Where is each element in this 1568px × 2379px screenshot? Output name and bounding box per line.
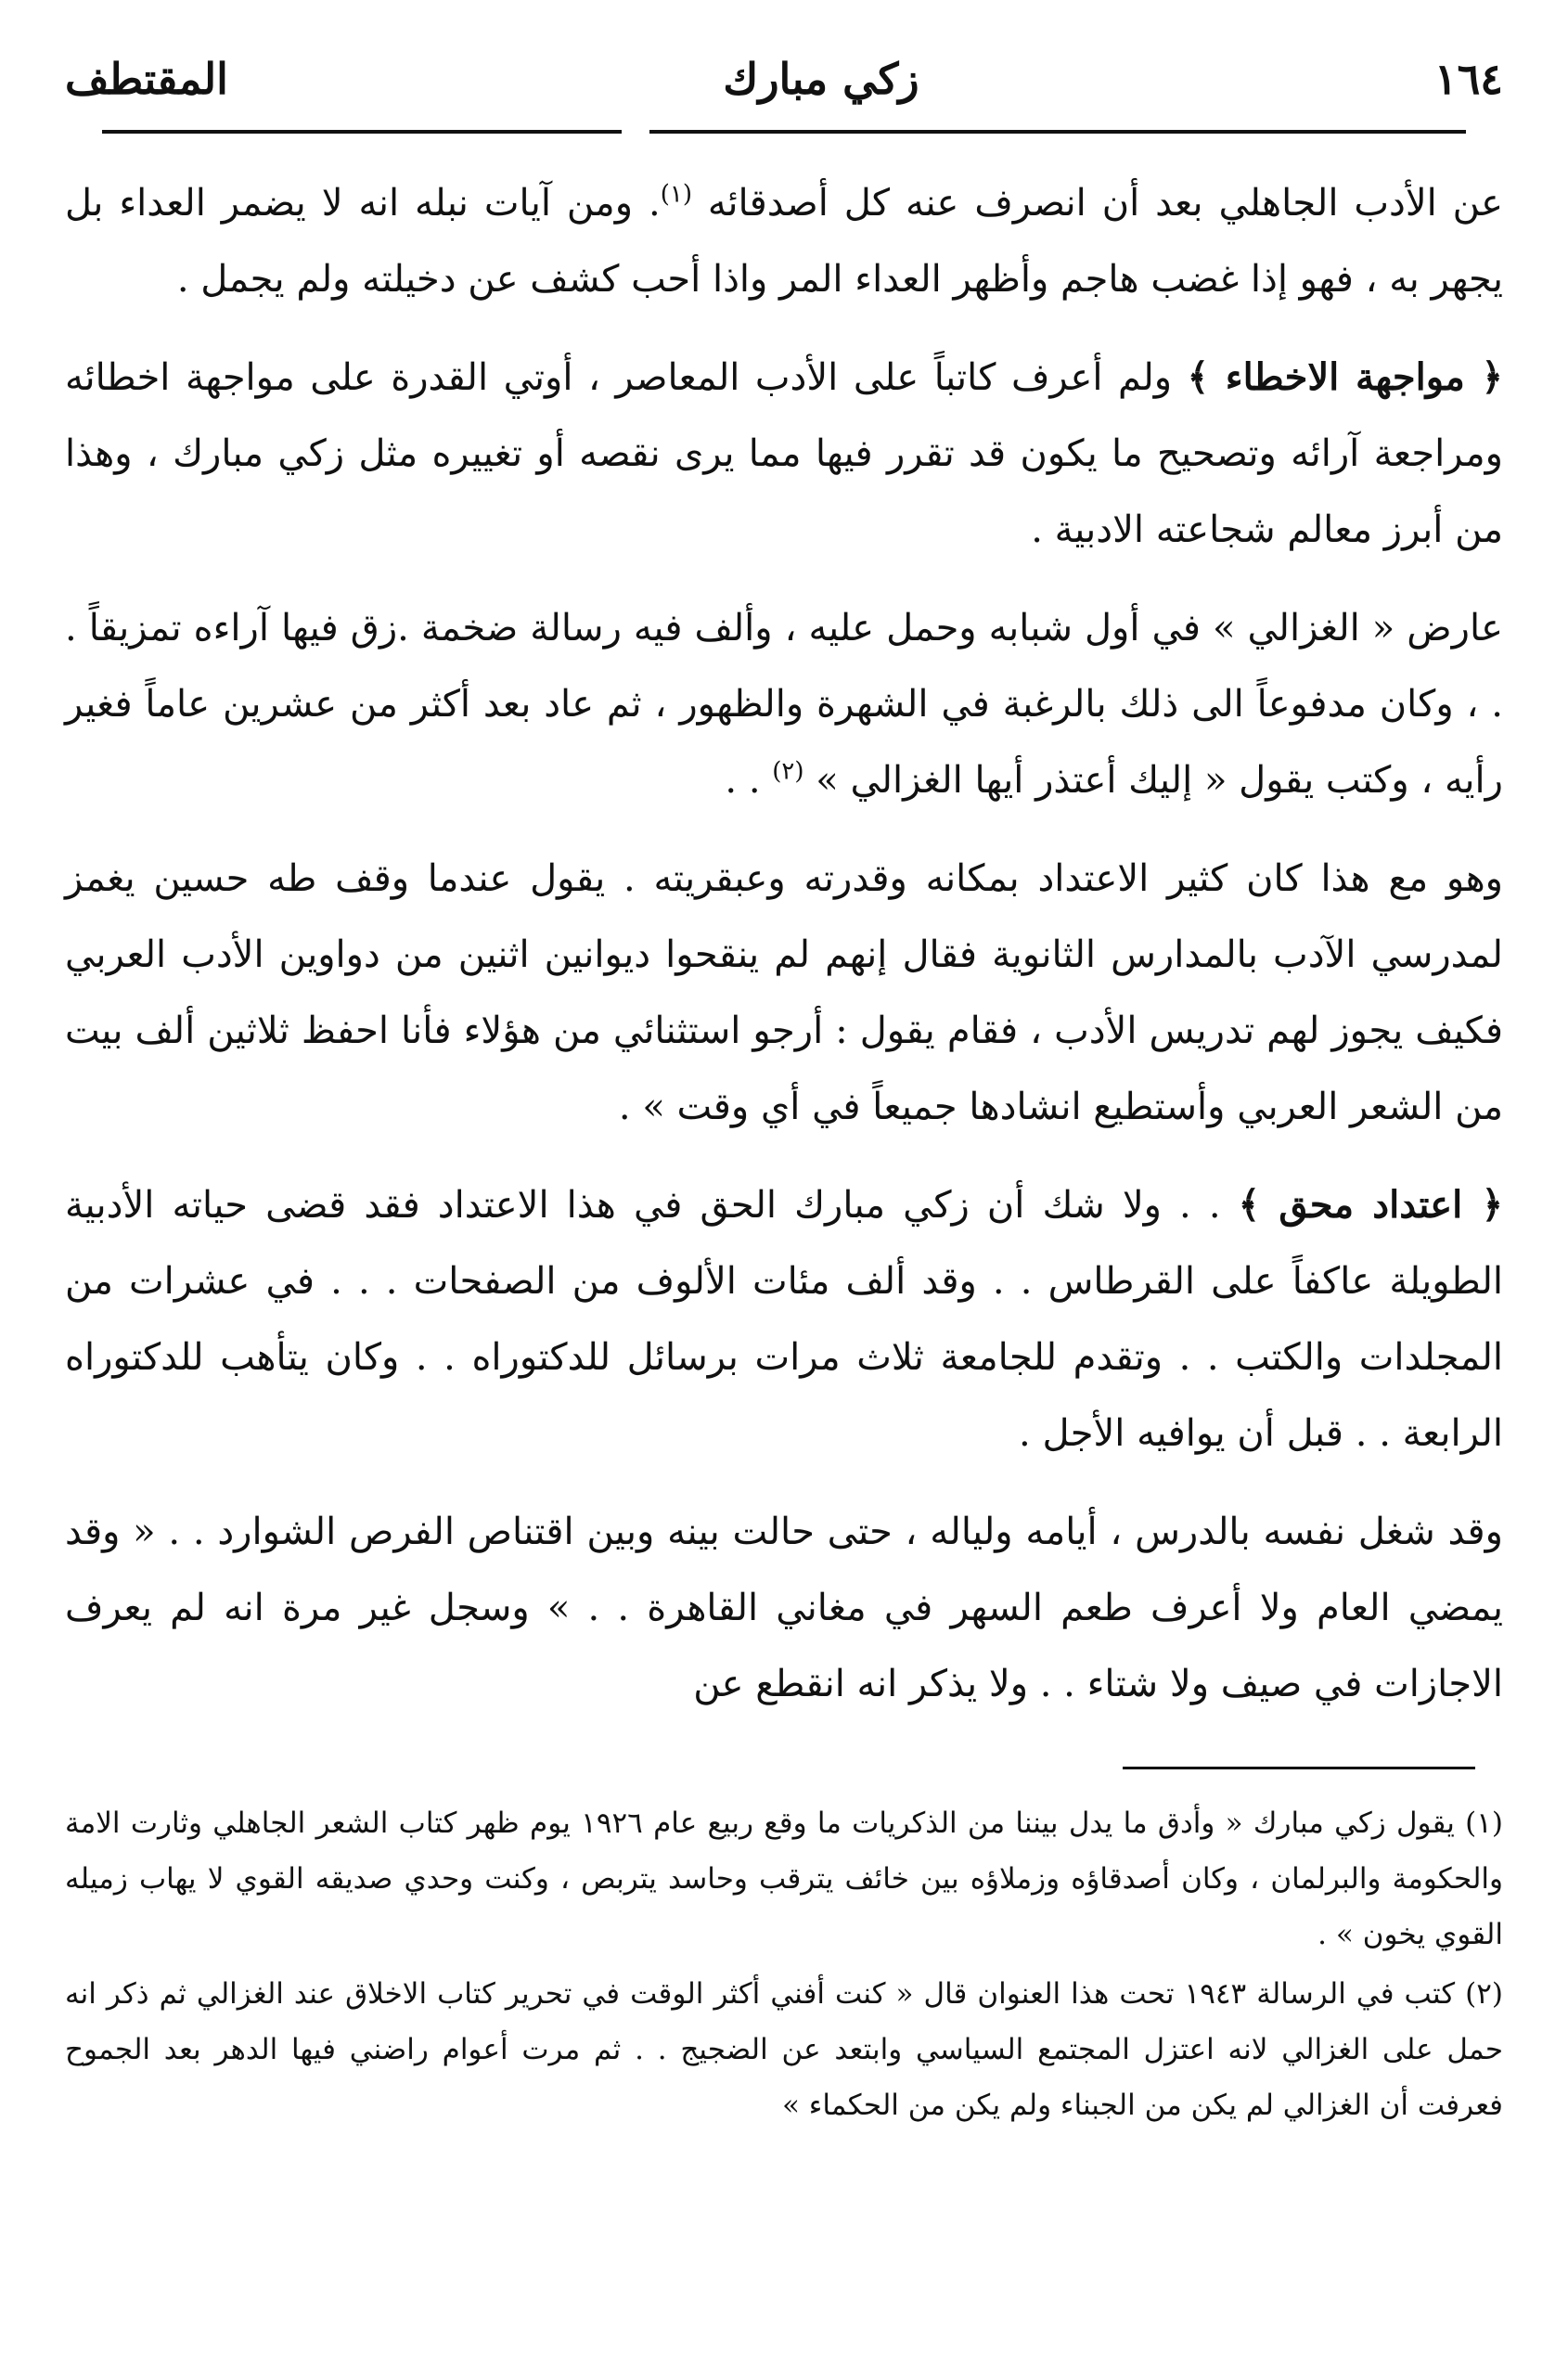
running-head <box>65 37 1503 121</box>
footnote-divider <box>1123 1767 1475 1769</box>
paragraph-3 <box>65 590 1503 818</box>
paragraph-6: وقد شغل نفسه بالدرس ، أيامه ولياله ، حتى حالت بينه وبين اقتناص الفرص الشوارد . . « وقد يمضي العام ولا أعرف طعم السهر في مغاني القاهرة . . » وسجل غير مرة انه لم يعرف الاجازات في صيف ولا شتاء . . ولا يذكر انه انقطع عن <box>65 1511 1504 1705</box>
paragraph-5 <box>65 1167 1503 1472</box>
paragraph-2 <box>65 340 1503 568</box>
paragraph-1 <box>65 165 1503 317</box>
subheading-rightful-pride: ﴿ اعتداد محق ﴾ <box>1238 1183 1504 1227</box>
footnotes <box>65 1795 1503 2133</box>
article-body <box>65 165 1503 1722</box>
paragraph-2-text: ولم أعرف كاتباً على الأدب المعاصر ، أوتي القدرة على مواجهة اخطائه ومراجعة آرائه وتصحيح ما يكون قد تقرر فيها مما يرى نقصه أو تغييره مثل زكي مبارك ، وهذا من أبرز معالم شجاعته الادبية . <box>65 356 1503 551</box>
journal-name: المقتطف <box>65 54 228 104</box>
header-rules <box>65 130 1503 134</box>
footnote-ref-1: (١) <box>660 180 692 209</box>
paragraph-5-text: . . ولا شك أن زكي مبارك الحق في هذا الاعتداد فقد قضى حياته الأدبية الطويلة عاكفاً على القرطاس . . وقد ألف مئات الألوف من الصفحات . . . في عشرات من المجلدات والكتب . . وتقدم للجامعة ثلاث مرات برسائل للدكتوراه . . وكان يتأهب للدكتوراه الرابعة . . قبل أن يوافيه الأجل . <box>65 1184 1503 1455</box>
header-rule-right <box>649 130 1466 134</box>
paragraph-3-end: . . <box>725 759 773 802</box>
footnote-2: (٢) كتب في الرسالة ١٩٤٣ تحت هذا العنوان قال « كنت أفني أكثر الوقت في تحرير كتاب الاخلاق عند الغزالي ثم ذكر انه حمل على الغزالي لانه اعتزل المجتمع السياسي وابتعد عن الضجيج . . ثم مرت أعوام راضني فيها الدهر بعد الجموح فعرفت أن الغزالي لم يكن من الجبناء ولم يكن من الحكماء » <box>65 1977 1504 2122</box>
page-number: ١٦٤ <box>1433 54 1503 104</box>
paragraph-4: وهو مع هذا كان كثير الاعتداد بمكانه وقدرته وعبقريته . يقول عندما وقف طه حسين يغمز لمدرسي الآدب بالمدارس الثانوية فقال إنهم لم ينقحوا ديوانين اثنين من دواوين الأدب العربي فكيف يجوز لهم تدريس الأدب ، فقام يقول : أرجو استثنائي من هؤلاء فأنا احفظ ثلاثين ألف بيت من الشعر العربي وأستطيع انشادها جميعاً في أي وقت » . <box>65 857 1503 1128</box>
paragraph-1-text: عن الأدب الجاهلي بعد أن انصرف عنه كل أصدقائه <box>707 182 1503 225</box>
header-rule-left <box>102 130 622 134</box>
footnote-1: (١) يقول زكي مبارك « وأدق ما يدل بيننا من الذكريات ما وقع ربيع عام ١٩٢٦ يوم ظهر كتاب الشعر الجاهلي وثارت الامة والحكومة والبرلمان ، وكان أصدقاؤه وزملاؤه بين خائف يترقب وحاسد يتربص ، وكنت وحدي صديقه القوي لا يهاب زميله القوي يخون » . <box>65 1807 1504 1951</box>
subheading-facing-mistakes: ﴿ مواجهة الاخطاء ﴾ <box>1187 355 1503 399</box>
paragraph-3-text: عارض « الغزالي » في أول شبابه وحمل عليه ، وألف فيه رسالة ضخمة .زق فيها آراءه تمزيقاً . . ، وكان مدفوعاً الى ذلك بالرغبة في الشهرة والظهور ، ثم عاد بعد أكثر من عشرين عاماً فغير رأيه ، وكتب يقول « إليك أعتذر أيها الغزالي » <box>65 607 1503 802</box>
running-title: زكي مبارك <box>723 54 919 104</box>
footnote-ref-2: (٢) <box>772 757 804 786</box>
paragraph-1-continuation: . ومن آيات نبله انه لا يضمر العداء بل يجهر به ، فهو إذا غضب هاجم وأظهر العداء المر واذا أحب كشف عن دخيلته ولم يجمل . <box>65 182 1503 301</box>
